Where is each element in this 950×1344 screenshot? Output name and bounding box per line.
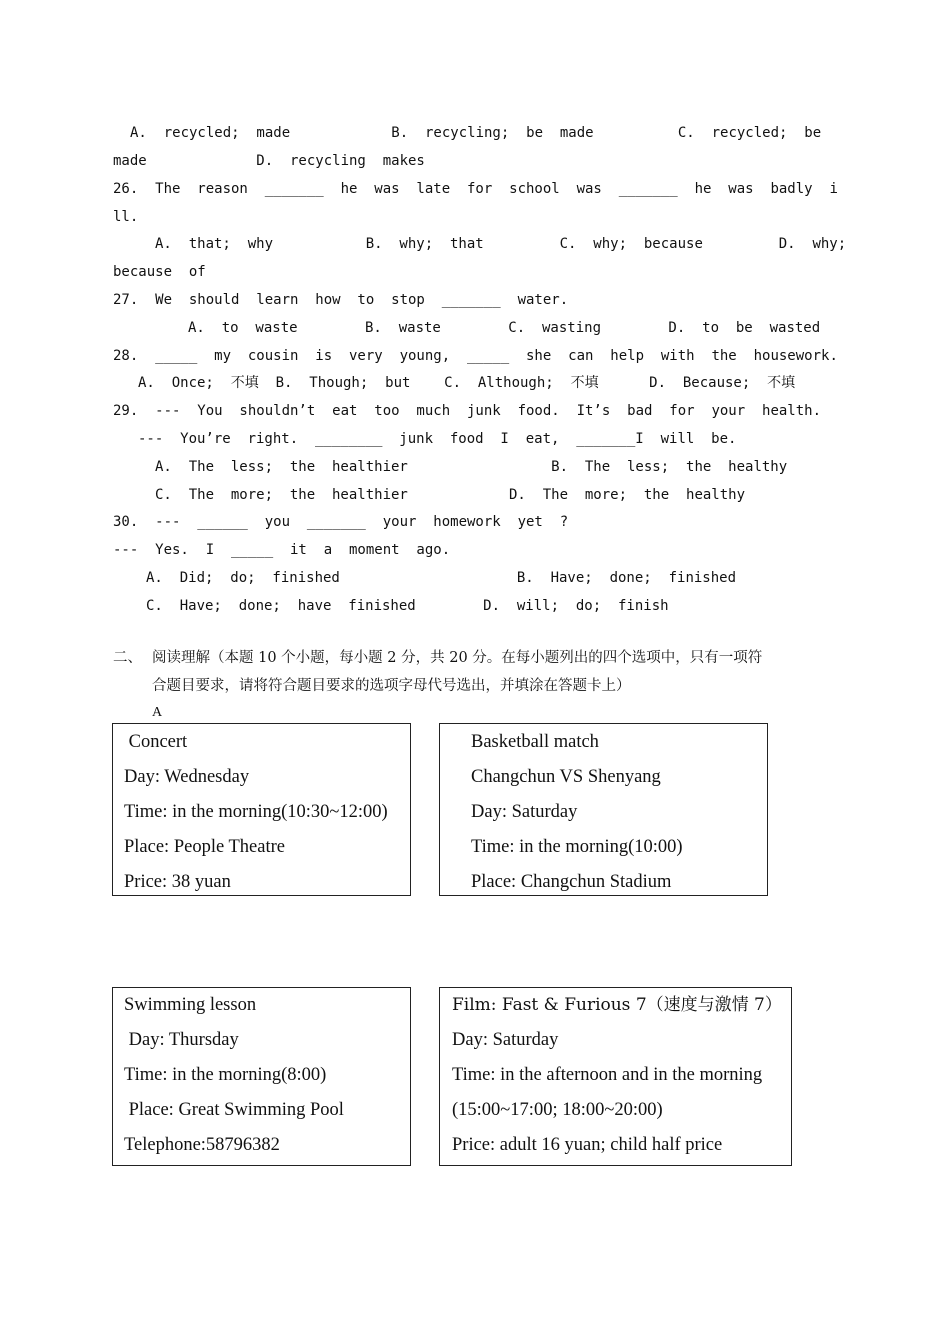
q25-options-line1: A. recycled; made B. recycling; be made C. recycled; be	[130, 125, 822, 141]
notice-film	[439, 987, 792, 1166]
notice-line: Day: Thursday	[124, 1030, 239, 1050]
notice-line: Concert	[124, 732, 188, 752]
notice-line: Changchun VS Shenyang	[471, 767, 661, 787]
q30-options-line2: C. Have; done; have finished D. will; do; finish	[146, 598, 669, 614]
section-instruction-line1: 阅读理解（本题 10 个小题，每小题 2 分，共 20 分。在每小题列出的四个选项中，只有一项符	[152, 650, 763, 666]
section-number: 二、	[113, 650, 142, 666]
q26-options-line1: A. that; why B. why; that C. why; because D. why;	[155, 236, 847, 252]
q27-stem: 27. We should learn how to stop _______ water.	[113, 292, 569, 308]
notice-line: Telephone:58796382	[124, 1135, 280, 1155]
notice-line: Swimming lesson	[124, 995, 257, 1015]
notice-line: Time: in the morning(10:30~12:00)	[124, 802, 388, 822]
q29-options-line2: C. The more; the healthier D. The more; the healthy	[155, 487, 746, 503]
q29-stem-line1: 29. --- You shouldn’t eat too much junk food. It’s bad for your health.	[113, 403, 822, 419]
notice-line: Place: Great Swimming Pool	[124, 1100, 344, 1120]
notice-line: Time: in the morning(10:00)	[471, 837, 683, 857]
notice-basketball	[439, 723, 768, 896]
notice-line: Price: adult 16 yuan; child half price	[452, 1135, 723, 1155]
q30-stem-line2: --- Yes. I _____ it a moment ago.	[113, 542, 451, 558]
notice-line: Time: in the afternoon and in the morning	[452, 1065, 763, 1085]
section-instruction-line2: 合题目要求，请将符合题目要求的选项字母代号选出，并填涂在答题卡上）	[152, 678, 631, 694]
notice-line: Day: Wednesday	[124, 767, 250, 787]
q30-options-line1: A. Did; do; finished B. Have; done; finished	[146, 570, 737, 586]
notice-line: (15:00~17:00; 18:00~20:00)	[452, 1100, 663, 1120]
q25-options-line2: made D. recycling makes	[113, 153, 425, 169]
q26-stem-line1: 26. The reason _______ he was late for school was _______ he was badly i	[113, 181, 838, 197]
passage-label: A	[152, 705, 163, 720]
q26-stem-line2: ll.	[113, 209, 139, 225]
notice-line: Film: Fast & Furious 7（速度与激情 7）	[452, 995, 782, 1015]
q28-stem: 28. _____ my cousin is very young, _____ she can help with the housework.	[113, 348, 838, 364]
q27-options: A. to waste B. waste C. wasting D. to be wasted	[188, 320, 821, 336]
q29-stem-line2: --- You’re right. ________ junk food I eat, _______I will be.	[138, 431, 737, 447]
notice-line: Place: People Theatre	[124, 837, 285, 857]
notice-line: Basketball match	[471, 732, 599, 752]
q30-stem-line1: 30. --- ______ you _______ your homework yet ?	[113, 514, 569, 530]
q28-options: A. Once; 不填 B. Though; but C. Although; 不填 D. Because; 不填	[138, 375, 796, 391]
notice-line: Price: 38 yuan	[124, 872, 231, 892]
notice-line: Place: Changchun Stadium	[471, 872, 672, 892]
notice-swimming	[112, 987, 411, 1166]
notice-line: Day: Saturday	[452, 1030, 559, 1050]
notice-concert	[112, 723, 411, 896]
notice-line: Day: Saturday	[471, 802, 578, 822]
notice-line: Time: in the morning(8:00)	[124, 1065, 327, 1085]
q29-options-line1: A. The less; the healthier B. The less; the healthy	[155, 459, 788, 475]
q26-options-line2: because of	[113, 264, 206, 280]
